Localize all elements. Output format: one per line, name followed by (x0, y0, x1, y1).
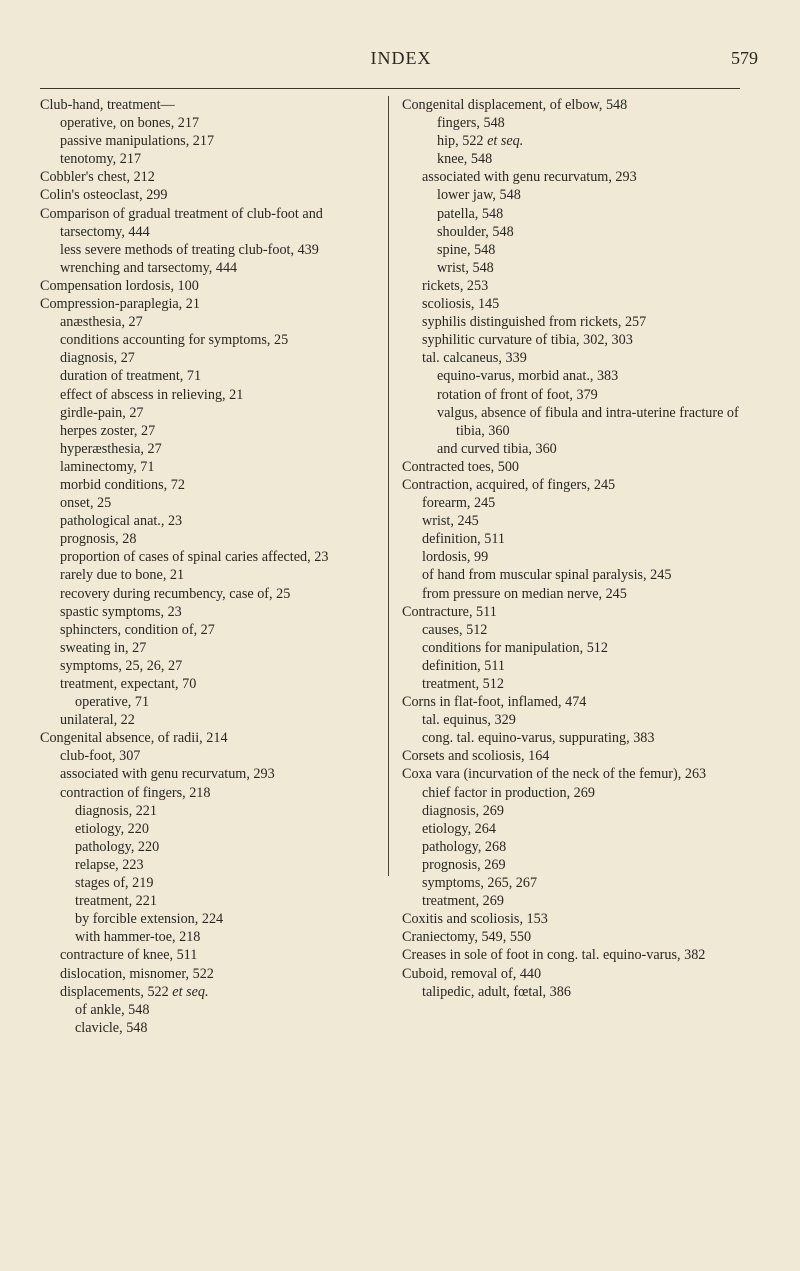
index-entry: morbid conditions, 72 (60, 476, 185, 493)
index-entry: recovery during recumbency, case of, 25 (60, 585, 291, 602)
index-entry: tal. calcaneus, 339 (422, 350, 527, 367)
index-entry: wrist, 548 (437, 259, 494, 276)
index-entry: rarely due to bone, 21 (60, 567, 185, 584)
index-entry: onset, 25 (60, 495, 112, 512)
index-entry: Comparison of gradual treatment of club-foot and tarsectomy, 444 (40, 205, 323, 240)
index-entry: diagnosis, 27 (60, 350, 135, 367)
index-entry: tenotomy, 217 (60, 151, 142, 168)
index-entry: operative, 71 (75, 694, 150, 711)
index-entry: and curved tibia, 360 (437, 440, 557, 457)
index-entry: Club-hand, treatment— (40, 97, 175, 113)
index-entry: etiology, 264 (422, 820, 496, 837)
index-entry: Colin's osteoclast, 299 (40, 187, 168, 204)
index-entry: lordosis, 99 (422, 549, 489, 566)
header-rule (40, 88, 740, 89)
index-entry: syphilitic curvature of tibia, 302, 303 (422, 332, 633, 349)
index-entry: lower jaw, 548 (437, 187, 521, 204)
index-entry: Congenital absence, of radii, 214 (40, 730, 228, 747)
index-entry: associated with genu recurvatum, 293 (422, 169, 637, 186)
index-entry: duration of treatment, 71 (60, 368, 202, 385)
index-entry: with hammer-toe, 218 (75, 929, 201, 946)
index-entry: Coxa vara (incurvation of the neck of the femur), 263 (402, 766, 707, 783)
index-entry: contracture of knee, 511 (60, 947, 198, 964)
index-entry: scoliosis, 145 (422, 296, 500, 313)
index-entry: prognosis, 269 (422, 856, 506, 873)
index-entry: causes, 512 (422, 621, 488, 638)
page-number: 579 (731, 48, 758, 68)
index-entry: pathology, 268 (422, 838, 507, 855)
index-entry: treatment, expectant, 70 (60, 676, 197, 692)
index-entry: Contracted toes, 500 (402, 458, 520, 475)
index-entry: hyperæsthesia, 27 (60, 440, 162, 457)
index-entry: etiology, 220 (75, 820, 149, 837)
index-entry: Contracture, 511 (402, 603, 497, 620)
index-entry: valgus, absence of fibula and intra-uterine fracture of tibia, 360 (437, 404, 739, 439)
index-entry: Creases in sole of foot in cong. tal. equino-varus, 382 (402, 947, 706, 964)
index-entry: definition, 511 (422, 531, 506, 548)
index-entry: passive manipulations, 217 (60, 133, 215, 150)
index-entry: rickets, 253 (422, 277, 489, 294)
index-entry: Coxitis and scoliosis, 153 (402, 911, 548, 928)
index-entry: patella, 548 (437, 205, 504, 222)
index-entry: Corns in flat-foot, inflamed, 474 (402, 694, 587, 711)
index-entry: less severe methods of treating club-foot, 439 (60, 241, 319, 258)
index-entry: anæsthesia, 27 (60, 314, 143, 331)
index-entry: clavicle, 548 (75, 1019, 148, 1036)
index-entry: diagnosis, 221 (75, 802, 157, 819)
column-divider (388, 96, 389, 876)
index-entry: treatment, 221 (75, 893, 157, 910)
index-entry: definition, 511 (422, 657, 506, 674)
running-title: INDEX (370, 48, 432, 68)
index-entry: girdle-pain, 27 (60, 404, 144, 421)
index-entry: wrenching and tarsectomy, 444 (60, 259, 238, 276)
index-entry: equino-varus, morbid anat., 383 (437, 368, 619, 385)
index-entry: associated with genu recurvatum, 293 (60, 766, 275, 783)
index-entry: Cobbler's chest, 212 (40, 169, 155, 186)
index-entry: wrist, 245 (422, 513, 479, 530)
index-entry: shoulder, 548 (437, 223, 514, 240)
index-entry: Cuboid, removal of, 440 (402, 965, 542, 982)
index-entry: forearm, 245 (422, 495, 496, 512)
index-entry: fingers, 548 (437, 115, 505, 132)
index-entry: contraction of fingers, 218 (60, 784, 211, 801)
index-entry: herpes zoster, 27 (60, 422, 156, 439)
index-entry: Congenital displacement, of elbow, 548 (402, 97, 628, 113)
index-entry: from pressure on median nerve, 245 (422, 585, 627, 602)
index-entry: pathological anat., 23 (60, 513, 183, 530)
index-entry: cong. tal. equino-varus, suppurating, 383 (422, 730, 655, 747)
index-entry: unilateral, 22 (60, 712, 135, 729)
index-entry: rotation of front of foot, 379 (437, 386, 598, 403)
index-entry: stages of, 219 (75, 875, 154, 892)
index-column-left (40, 96, 380, 1037)
index-entry: dislocation, misnomer, 522 (60, 965, 214, 982)
index-entry: syphilis distinguished from rickets, 257 (422, 314, 647, 331)
index-entry: symptoms, 25, 26, 27 (60, 657, 183, 674)
index-entry: relapse, 223 (75, 856, 144, 873)
index-entry: chief factor in production, 269 (422, 784, 595, 801)
index-entry: Compensation lordosis, 100 (40, 277, 199, 294)
index-entry: diagnosis, 269 (422, 802, 504, 819)
index-entry: sweating in, 27 (60, 639, 147, 656)
index-entry: club-foot, 307 (60, 748, 141, 765)
index-entry: prognosis, 28 (60, 531, 137, 548)
index-entry: displacements, 522 et seq. (60, 983, 209, 1000)
index-entry: Contraction, acquired, of fingers, 245 (402, 476, 616, 493)
index-entry: sphincters, condition of, 27 (60, 621, 215, 638)
index-entry: operative, on bones, 217 (60, 115, 200, 132)
index-entry: hip, 522 et seq. (437, 133, 524, 150)
index-entry: conditions for manipulation, 512 (422, 639, 608, 656)
index-entry: spine, 548 (437, 241, 496, 258)
index-entry: conditions accounting for symptoms, 25 (60, 332, 289, 349)
index-entry: of hand from muscular spinal paralysis, 245 (422, 567, 672, 584)
index-entry: Compression-paraplegia, 21 (40, 296, 200, 313)
index-entry: Corsets and scoliosis, 164 (402, 748, 550, 765)
page-header (40, 48, 762, 76)
index-entry: by forcible extension, 224 (75, 911, 224, 928)
index-entry: Craniectomy, 549, 550 (402, 929, 532, 946)
index-entry: of ankle, 548 (75, 1001, 150, 1018)
index-entry: tal. equinus, 329 (422, 712, 516, 729)
index-entry: treatment, 512 (422, 676, 504, 692)
index-entry: laminectomy, 71 (60, 458, 155, 475)
index-entry: pathology, 220 (75, 838, 160, 855)
index-entry: spastic symptoms, 23 (60, 603, 182, 620)
index-entry: talipedic, adult, fœtal, 386 (422, 983, 571, 1000)
index-entry: proportion of cases of spinal caries affected, 23 (60, 549, 329, 566)
index-entry: symptoms, 265, 267 (422, 875, 538, 892)
index-entry: effect of abscess in relieving, 21 (60, 386, 244, 403)
index-entry: knee, 548 (437, 151, 493, 168)
index-column-right (402, 96, 757, 1001)
index-entry: treatment, 269 (422, 893, 504, 910)
